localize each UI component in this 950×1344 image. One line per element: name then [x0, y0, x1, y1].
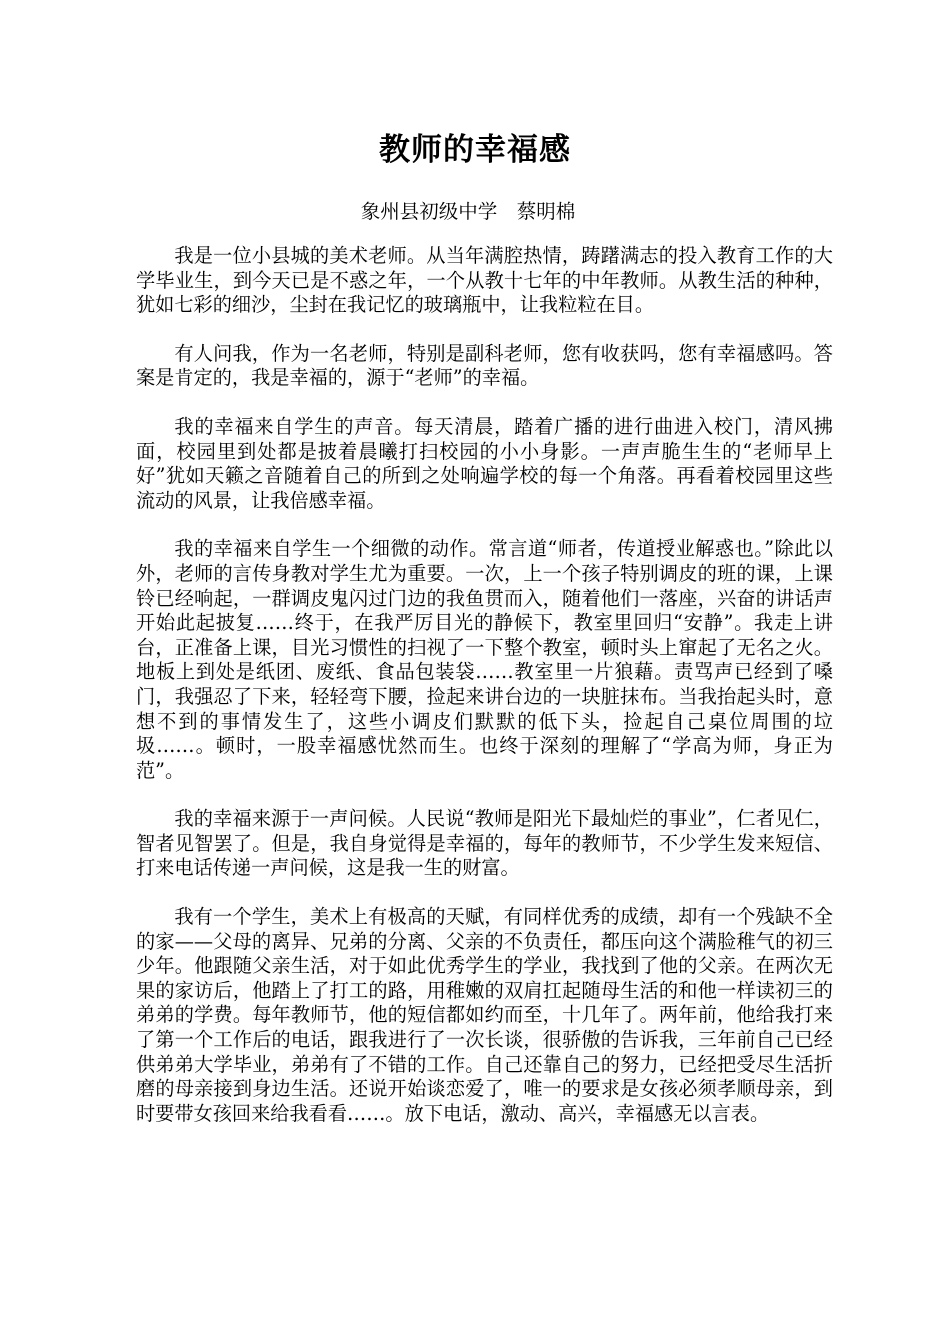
paragraph-student-story: 我有一个学生，美术上有极高的天赋，有同样优秀的成绩，却有一个残缺不全的家——父母的离异、兄弟的分离、父亲的不负责任，都压向这个满脸稚气的初三少年。他跟随父亲生活，对于如此优秀学生的学业，我找到了他的父亲。在两次无果的家访后，他踏上了打工的路，用稚嫩的双肩扛起随母生活的和他一样读初三的弟弟的学费。每年教师节，他的短信都如约而至，十几年了。两年前，他给我打来了第一个工作后的电话，跟我进行了一次长谈，很骄傲的告诉我，三年前自己已经供弟弟大学毕业，弟弟有了不错的工作。自己还靠自己的努力，已经把受尽生活折磨的母亲接到身边生活。还说开始谈恋爱了，唯一的要求是女孩必须孝顺母亲，到时要带女孩回来给我看看……。放下电话，激动、高兴，幸福感无以言表。: [136, 905, 833, 1125]
document-title: 教师的幸福感: [379, 132, 571, 168]
paragraph-student-voices: 我的幸福来自学生的声音。每天清晨，踏着广播的进行曲进入校门，清风拂面，校园里到处都是披着晨曦打扫校园的小小身影。一声声脆生生的“老师早上好”犹如天籁之音随着自己的所到之处响遍学校的每一个角落。再看着校园里这些流动的风景，让我倍感幸福。: [136, 414, 833, 512]
paragraph-intro: 我是一位小县城的美术老师。从当年满腔热情，踌躇满志的投入教育工作的大学毕业生，到今天已是不惑之年，一个从教十七年的中年教师。从教生活的种种，犹如七彩的细沙，尘封在我记忆的玻璃瓶中，让我粒粒在目。: [136, 244, 833, 317]
paragraph-student-actions: 我的幸福来自学生一个细微的动作。常言道“师者，传道授业解惑也。”除此以外，老师的言传身教对学生尤为重要。一次，上一个孩子特别调皮的班的课，上课铃已经响起，一群调皮鬼闪过门边的我鱼贯而入，随着他们一落座，兴奋的讲话声开始此起披复……终于，在我严厉目光的静候下，教室里回归“安静”。我走上讲台，正准备上课，目光习惯性的扫视了一下整个教室，顿时头上窜起了无名之火。地板上到处是纸团、废纸、食品包装袋……教室里一片狼藉。责骂声已经到了嗓门，我强忍了下来，轻轻弯下腰，捡起来讲台边的一块脏抹布。当我抬起头时，意想不到的事情发生了，这些小调皮们默默的低下头，捡起自己桌位周围的垃圾……。顿时，一股幸福感忧然而生。也终于深刻的理解了“学高为师，身正为范”。: [136, 537, 833, 782]
author-byline: 象州县初级中学 蔡明棉: [360, 200, 576, 223]
document-body: [136, 244, 833, 1150]
paragraph-question: 有人问我，作为一名老师，特别是副科老师，您有收获吗，您有幸福感吗。答案是肯定的，我是幸福的，源于“老师”的幸福。: [136, 341, 833, 390]
paragraph-greetings: 我的幸福来源于一声问候。人民说“教师是阳光下最灿烂的事业”，仁者见仁，智者见智罢了。但是，我自身觉得是幸福的，每年的教师节，不少学生发来短信、打来电话传递一声问候，这是我一生的财富。: [136, 807, 833, 880]
